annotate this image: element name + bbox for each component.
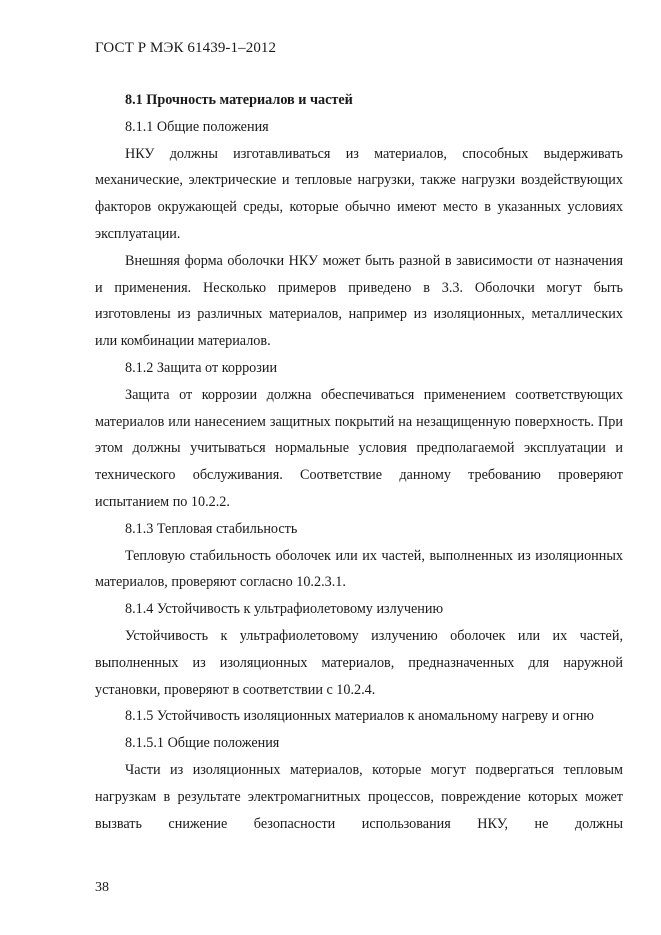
paragraph-enclosure-form: Внешняя форма оболочки НКУ может быть разной в зависимости от назначения и применения. Несколько примеров приведено в 3.3. Оболочки могут быть изготовлены из различных материалов, например из изоляционных, металлических или комбинации материалов.	[95, 252, 623, 350]
document-body	[95, 87, 623, 837]
paragraph-thermal-stability: Тепловую стабильность оболочек или их частей, выполненных из изоляционных материалов, проверяют согласно 10.2.3.1.	[95, 547, 623, 591]
subsection-heading-8-1-3: 8.1.3 Тепловая стабильность	[125, 520, 298, 537]
subsection-heading-8-1-4: 8.1.4 Устойчивость к ультрафиолетовому излучению	[125, 601, 444, 618]
subsection-heading-8-1-5-1: 8.1.5.1 Общие положения	[125, 735, 280, 752]
standard-code-header: ГОСТ Р МЭК 61439-1–2012	[95, 40, 277, 56]
page-number: 38	[95, 880, 109, 895]
subsection-heading-8-1-2: 8.1.2 Защита от коррозии	[125, 359, 278, 376]
subsection-heading-8-1-5: 8.1.5 Устойчивость изоляционных материалов к аномальному нагреву и огню	[125, 708, 594, 725]
paragraph-corrosion-protection: Защита от коррозии должна обеспечиваться применением соответствующих материалов или нанесением защитных покрытий на незащищенную поверхность. При этом должны учитываться нормальные условия предполагаемой эксплуатации и технического обслуживания. Соответствие данному требованию проверяют испытанием по 10.2.2.	[95, 386, 623, 510]
paragraph-materials-requirements: НКУ должны изготавливаться из материалов, способных выдерживать механические, электрические и тепловые нагрузки, также нагрузки воздействующих факторов окружающей среды, которые обычно имеют место в указанных условиях эксплуатации.	[95, 145, 623, 242]
paragraph-uv-resistance: Устойчивость к ультрафиолетовому излучению оболочек или их частей, выполненных из изоляционных материалов, предназначенных для наружной установки, проверяют в соответствии с 10.2.4.	[95, 627, 623, 698]
subsection-heading-8-1-1: 8.1.1 Общие положения	[125, 118, 269, 135]
section-heading-8-1: 8.1 Прочность материалов и частей	[125, 92, 353, 108]
paragraph-insulating-parts: Части из изоляционных материалов, которые могут подвергаться тепловым нагрузкам в результате электромагнитных процессов, повреждение которых может вызвать снижение безопасности использования НКУ, не должны	[95, 761, 623, 832]
